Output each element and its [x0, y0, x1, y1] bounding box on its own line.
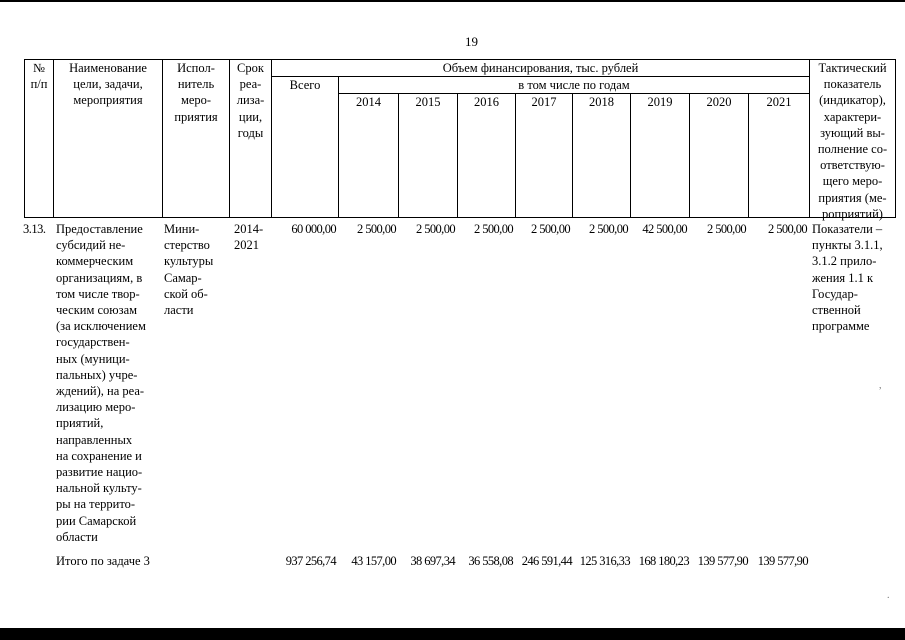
header-year: 2016: [474, 95, 499, 109]
row-year-value: 2 500,00: [474, 222, 513, 236]
header-number: № п/п: [30, 61, 48, 92]
total-row-year-value: 139 577,90: [697, 554, 748, 568]
table-line: [572, 93, 573, 217]
top-border: [0, 0, 905, 2]
total-row-year-value: 36 558,08: [468, 554, 513, 568]
total-row-year-value: 139 577,90: [757, 554, 808, 568]
row-year-value: 2 500,00: [589, 222, 628, 236]
row-year-value: 2 500,00: [768, 222, 807, 236]
table-line: [895, 59, 896, 217]
row-year-value: 2 500,00: [707, 222, 746, 236]
header-indicator: Тактический показатель (индикатор), характери- зующий вы- полнение со- ответствую- щего меро- приятия (ме- роприятий): [817, 61, 888, 221]
table-line: [457, 93, 458, 217]
bottom-border: [0, 628, 905, 640]
row-executor: Мини- стерство культуры Самар- ской об- ласти: [164, 222, 214, 318]
table-line: [630, 93, 631, 217]
page-number: 19: [465, 34, 478, 49]
header-funding: Объем финансирования, тыс. рублей: [442, 61, 639, 75]
header-year: 2019: [647, 95, 673, 109]
header-year: 2017: [531, 95, 557, 109]
header-term: Срок реа- лиза- ции, годы: [236, 61, 265, 140]
table-line: [689, 93, 690, 217]
row-name: Предоставление субсидий не- коммерческим организациям, в том числе твор- ческим союзам (за исключением государствен- ных (муници- пальных) учре- ждений), на реа- лизацию меро- приятий, направленных на сохранение и развитие нацио- нальной культу- ры на террито- рии Самарской области: [56, 222, 146, 544]
scan-speck: ,: [879, 380, 882, 391]
total-row-year-value: 246 591,44: [521, 554, 572, 568]
header-by-years: в том числе по годам: [518, 78, 630, 92]
header-year: 2018: [589, 95, 614, 109]
row-total: 60 000,00: [291, 222, 336, 236]
total-row-label: Итого по задаче 3: [56, 554, 150, 568]
total-row-year-value: 43 157,00: [351, 554, 396, 568]
table-line: [24, 217, 896, 218]
header-year: 2015: [415, 95, 441, 109]
header-year: 2021: [766, 95, 792, 109]
row-year-value: 2 500,00: [531, 222, 570, 236]
table-line: [748, 93, 749, 217]
header-year: 2014: [356, 95, 381, 109]
total-row-total: 937 256,74: [285, 554, 336, 568]
row-number: 3.13.: [23, 222, 46, 236]
row-year-value: 2 500,00: [357, 222, 396, 236]
header-total: Всего: [289, 78, 321, 92]
row-term: 2014- 2021: [234, 222, 264, 253]
row-year-value: 2 500,00: [416, 222, 455, 236]
header-name: Наименование цели, задачи, мероприятия: [69, 61, 147, 108]
total-row-year-value: 38 697,34: [410, 554, 455, 568]
total-row-year-value: 125 316,33: [579, 554, 630, 568]
header-year: 2020: [706, 95, 732, 109]
total-row-year-value: 168 180,23: [638, 554, 689, 568]
row-year-value: 42 500,00: [642, 222, 687, 236]
scan-speck: .: [887, 590, 890, 601]
header-executor: Испол- нитель меро- приятия: [174, 61, 218, 124]
row-indicator: Показатели – пункты 3.1.1, 3.1.2 прило- жения 1.1 к Государ- ственной программе: [812, 222, 883, 334]
table-line: [515, 93, 516, 217]
table-line: [398, 93, 399, 217]
